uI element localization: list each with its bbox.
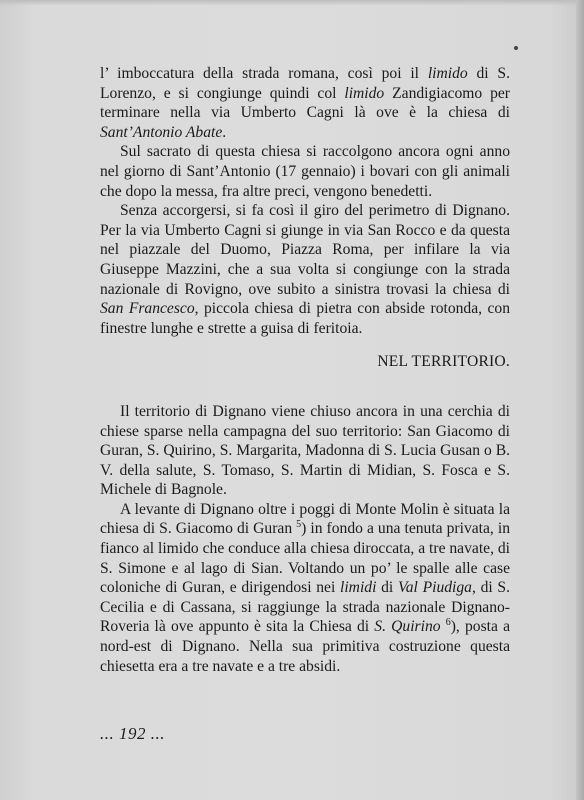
body-text <box>100 64 510 676</box>
italic-term: S. Quirino <box>374 618 441 636</box>
page-right-edge <box>576 0 584 800</box>
text-run: Sul sacrato di questa chiesa si raccolgono ancora ogni anno nel giorno di Sant’Antonio (17 gennaio) i bovari con gli animali che dopo la messa, fra altre preci, vengono benedetti. <box>100 143 510 200</box>
paragraph-p1 <box>100 64 510 142</box>
print-mark <box>514 46 518 50</box>
section-territory <box>100 402 510 676</box>
paragraph-p2 <box>100 142 510 201</box>
text-run: , piccola chiesa di pietra con abside rotonda, con finestre lunghe e strette a guisa di feritoia. <box>100 300 510 337</box>
section-before-heading <box>100 64 510 338</box>
footnote-ref: 5 <box>296 519 302 531</box>
text-run: , di S. Cecilia e di Cassana, si raggiunge la strada nazionale Dignano-Roveria là ove appunto è sita la Chiesa di <box>100 579 511 636</box>
text-run: l’ imboccatura della strada romana, così poi il <box>100 65 428 82</box>
italic-term: limido <box>344 84 385 102</box>
footnote-ref: 6 <box>445 617 451 629</box>
italic-term: San Francesco <box>100 300 195 318</box>
paragraph-p4 <box>100 402 510 500</box>
paragraph-p5 <box>100 500 510 676</box>
italic-term: limido <box>427 65 468 82</box>
italic-term: Sant’Antonio Abate <box>100 123 223 141</box>
page-top-shadow <box>0 0 584 6</box>
section-heading: NEL TERRITORIO. <box>377 353 510 371</box>
italic-term: Val Piudiga <box>397 579 472 597</box>
page-number: ... 192 ... <box>100 724 165 743</box>
text-run: ), posta a nord-est di Dignano. Nella sua primitiva costruzione questa chiesetta era a tre navate e a tre absidi. <box>100 618 510 675</box>
italic-term: limidi <box>340 579 377 597</box>
text-run: Il territorio di Dignano viene chiuso ancora in una cerchia di chiese sparse nella campagna del suo territorio: San Giacomo di Guran, S. Quirino, S. Margarita, Madonna di S. Lucia Gusan o B. V. della salute, S. Tomaso, S. Martin di Midian, S. Fosca e S. Michele di Bagnole. <box>100 402 510 499</box>
text-run: di <box>376 579 398 597</box>
text-run: Senza accorgersi, si fa così il giro del perimetro di Dignano. Per la via Umberto Cagni si giunge in via San Rocco e da questa nel piazzale del Duomo, Piazza Roma, per infilare la via Giuseppe Mazzini, che a sua volta si congiunge con la strada nazionale di Rovigno, ove subito a sinistra trovasi la chiesa di <box>100 202 510 298</box>
text-run: . <box>222 123 227 141</box>
text-run: A levante di Dignano oltre i poggi di Monte Molin è situata la chiesa di S. Giacomo di Guran <box>100 500 510 538</box>
paragraph-p3 <box>100 201 510 338</box>
text-run: di S. Lorenzo, e si congiunge quindi col <box>100 65 510 102</box>
text-run: Zandigiacomo per terminare nella via Umberto Cagni là ove è la chiesa di <box>100 84 510 122</box>
text-run: ) in fondo a una tenuta privata, in fianco al limido che conduce alla chiesa diroccata, a tre navate, di S. Simone e al lago di Sian. Voltando un po’ le spalle alle case coloniche di Guran, e dirigendosi nei <box>100 520 510 597</box>
